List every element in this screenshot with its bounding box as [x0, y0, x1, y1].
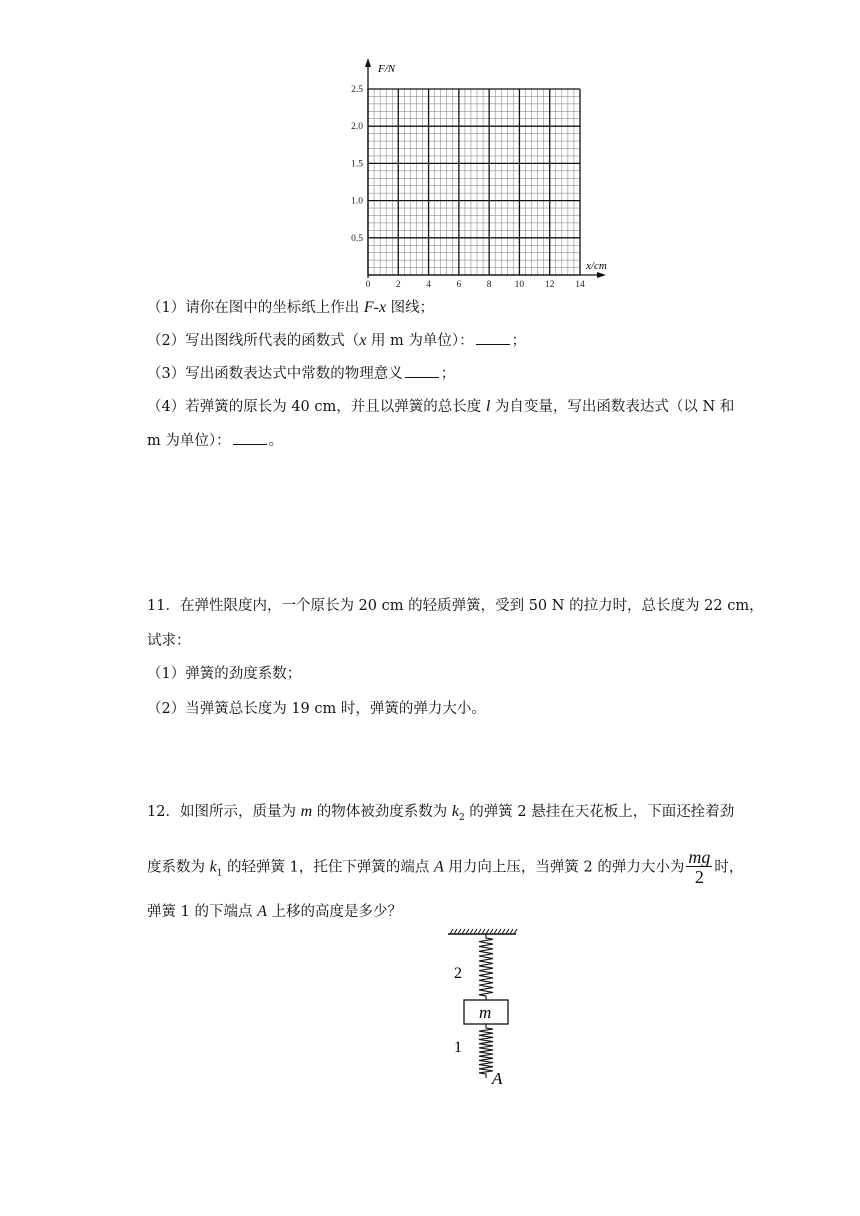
q10-part2: （2）写出图线所代表的函数式（x 用 m 为单位）： ；: [147, 332, 527, 349]
fraction-mg-over-2: $\frac{mg}{2}$: [688, 847, 711, 887]
y-tick-label: 1.0: [351, 196, 363, 207]
hatch-stroke: [502, 929, 505, 934]
q11-part2: （2）当弹簧总长度为 19 cm 时，弹簧的弹力大小。: [147, 701, 486, 717]
x-tick-label: 2: [395, 280, 401, 290]
answer-blank: [476, 330, 510, 345]
answer-blank: [233, 430, 267, 445]
q11-part1: （1）弹簧的劲度系数；: [147, 666, 302, 682]
x-tick-label: 8: [486, 280, 492, 290]
ceiling-hatch: [450, 929, 517, 934]
x-tick-label: 0: [365, 280, 371, 290]
q10-part1: （1）请你在图中的坐标纸上作出 F-x 图线；: [147, 299, 435, 316]
hatch-stroke: [478, 929, 481, 934]
x-tick-label: 6: [456, 280, 462, 290]
hatch-stroke: [462, 929, 465, 934]
y-tick-label: 2.5: [351, 85, 363, 95]
spring-1-label: 1: [454, 1039, 462, 1056]
x-tick-label: 14: [575, 280, 585, 290]
minor-grid: [368, 89, 580, 275]
q12-line2: 度系数为 $k_1$ 的轻弹簧 1，托住下弹簧的端点 A 用力向上压，当弹簧 2 的弹力大小为 $\frac{mg}{2}$ 时，: [147, 847, 744, 887]
hatch-stroke: [514, 929, 517, 934]
x-tick-label: 12: [544, 280, 555, 290]
f-x-graph: [340, 56, 620, 292]
hatch-stroke: [510, 929, 513, 934]
hatch-stroke: [454, 929, 457, 934]
spring-2-label: 2: [454, 965, 462, 982]
q11-line2: 试求：: [147, 633, 191, 649]
hatch-stroke: [470, 929, 473, 934]
end-point-label: A: [492, 1069, 503, 1088]
hatch-stroke: [450, 929, 453, 934]
q12-line1: 12．如图所示，质量为 m 的物体被劲度系数为 $k_2$ 的弹簧 2 悬挂在天花板上，下面还拴着劲: [147, 803, 735, 823]
q11-line1: 11．在弹性限度内，一个原长为 20 cm 的轻质弹簧，受到 50 N 的拉力时，总长度为 22 cm，: [147, 598, 764, 614]
spring-2: [479, 934, 493, 1000]
hatch-stroke: [498, 929, 501, 934]
q10-part3: （3）写出函数表达式中常数的物理意义 ；: [147, 363, 455, 384]
hatch-stroke: [486, 929, 489, 934]
spring-1: [479, 1024, 493, 1078]
hatch-stroke: [494, 929, 497, 934]
y-axis-arrow: [365, 58, 371, 67]
hatch-stroke: [474, 929, 477, 934]
q10-part4-line2: m 为单位）： 。: [147, 430, 283, 451]
y-tick-label: 2.0: [351, 122, 363, 133]
hatch-stroke: [466, 929, 469, 934]
hatch-stroke: [458, 929, 461, 934]
x-tick-label: 10: [514, 280, 525, 290]
y-axis-label: F/N: [378, 63, 396, 75]
hatch-stroke: [506, 929, 509, 934]
x-axis-arrow: [597, 272, 606, 278]
hatch-stroke: [482, 929, 485, 934]
y-tick-label: 1.5: [351, 159, 363, 170]
major-grid: [368, 89, 580, 275]
hatch-stroke: [490, 929, 493, 934]
x-axis-label: x/cm: [586, 260, 607, 272]
spring-mass-figure: [440, 928, 530, 1090]
answer-blank: [405, 363, 439, 378]
q10-part4-line1: （4）若弹簧的原长为 40 cm，并且以弹簧的总长度 l 为自变量，写出函数表达式（以 N 和: [147, 398, 735, 415]
x-tick-label: 4: [426, 280, 431, 290]
q12-line3: 弹簧 1 的下端点 A 上移的高度是多少？: [147, 903, 402, 920]
y-tick-label: 0.5: [351, 233, 363, 244]
mass-label: m: [479, 1003, 492, 1022]
